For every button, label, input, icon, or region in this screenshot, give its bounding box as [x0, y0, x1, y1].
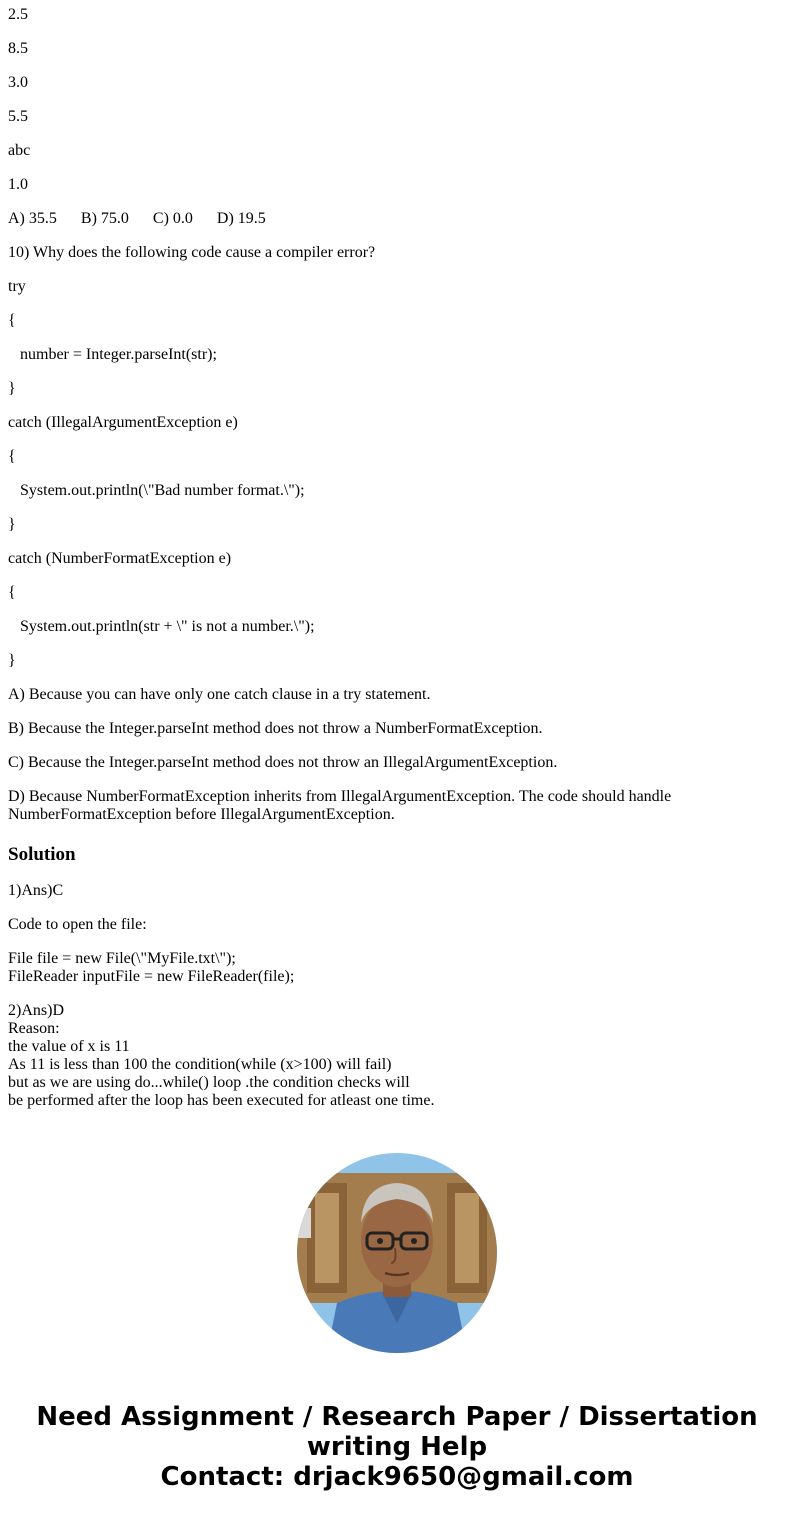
document-body: [0, 6, 794, 1110]
value-item: 8.5: [8, 40, 28, 57]
option-d: D) 19.5: [216, 210, 266, 227]
code-line: {: [8, 584, 16, 601]
footer-contact-email: Contact: drjack9650@gmail.com: [160, 1462, 634, 1492]
q10-option-a: A) Because you can have only one catch clause in a try statement.: [8, 686, 431, 703]
q10-option-c: C) Because the Integer.parseInt method does not throw an IllegalArgumentException.: [8, 754, 558, 771]
q9-options: [8, 210, 786, 228]
code-line: catch (NumberFormatException e): [8, 550, 232, 567]
code-line: number = Integer.parseInt(str);: [20, 346, 217, 363]
code-intro: Code to open the file:: [8, 916, 147, 933]
code-line: System.out.println(str + \" is not a number.\");: [20, 618, 315, 635]
option-c: C) 0.0: [152, 210, 193, 227]
code-line: FileReader inputFile = new FileReader(file);: [8, 968, 295, 985]
q10-option-d: D) Because NumberFormatException inherits from IllegalArgumentException. The code should handle NumberFormatException before IllegalArgumentException.: [8, 788, 676, 823]
option-a: A) 35.5: [8, 210, 57, 227]
q10-question: 10) Why does the following code cause a compiler error?: [8, 244, 376, 261]
answer-2-line: be performed after the loop has been executed for atleast one time.: [8, 1092, 435, 1109]
q10-option-b: B) Because the Integer.parseInt method does not throw a NumberFormatException.: [8, 720, 543, 737]
solution-code: [8, 950, 786, 986]
code-line: }: [8, 516, 16, 533]
footer-contact: [0, 1402, 794, 1492]
value-item: 3.0: [8, 74, 28, 91]
footer-line: writing Help: [306, 1432, 488, 1462]
answer-1: 1)Ans)C: [8, 882, 64, 899]
code-line: System.out.println(\"Bad number format.\");: [20, 482, 305, 499]
q10-code: [8, 278, 786, 670]
code-line: }: [8, 380, 16, 397]
answer-2-line: the value of x is 11: [8, 1038, 130, 1055]
value-item: 1.0: [8, 176, 28, 193]
answer-2-line: but as we are using do...while() loop .the condition checks will: [8, 1074, 410, 1091]
answer-2-line: As 11 is less than 100 the condition(while (x>100) will fail): [8, 1056, 392, 1073]
value-item: 2.5: [8, 6, 28, 23]
option-b: B) 75.0: [80, 210, 129, 227]
author-portrait-image: [297, 1153, 497, 1353]
code-line: catch (IllegalArgumentException e): [8, 414, 238, 431]
code-line: {: [8, 312, 16, 329]
footer-line: Need Assignment / Research Paper / Dissertation: [36, 1402, 758, 1432]
values-list: [8, 6, 786, 194]
code-line: {: [8, 448, 16, 465]
value-item: 5.5: [8, 108, 28, 125]
answer-2-line: 2)Ans)D: [8, 1002, 64, 1019]
value-item: abc: [8, 142, 31, 159]
answer-2-line: Reason:: [8, 1020, 60, 1037]
code-line: try: [8, 278, 26, 295]
author-photo: [297, 1153, 497, 1353]
code-line: File file = new File(\"MyFile.txt\");: [8, 950, 236, 967]
code-line: }: [8, 652, 16, 669]
answer-2-block: [8, 1002, 786, 1110]
solution-heading: Solution: [8, 844, 76, 865]
